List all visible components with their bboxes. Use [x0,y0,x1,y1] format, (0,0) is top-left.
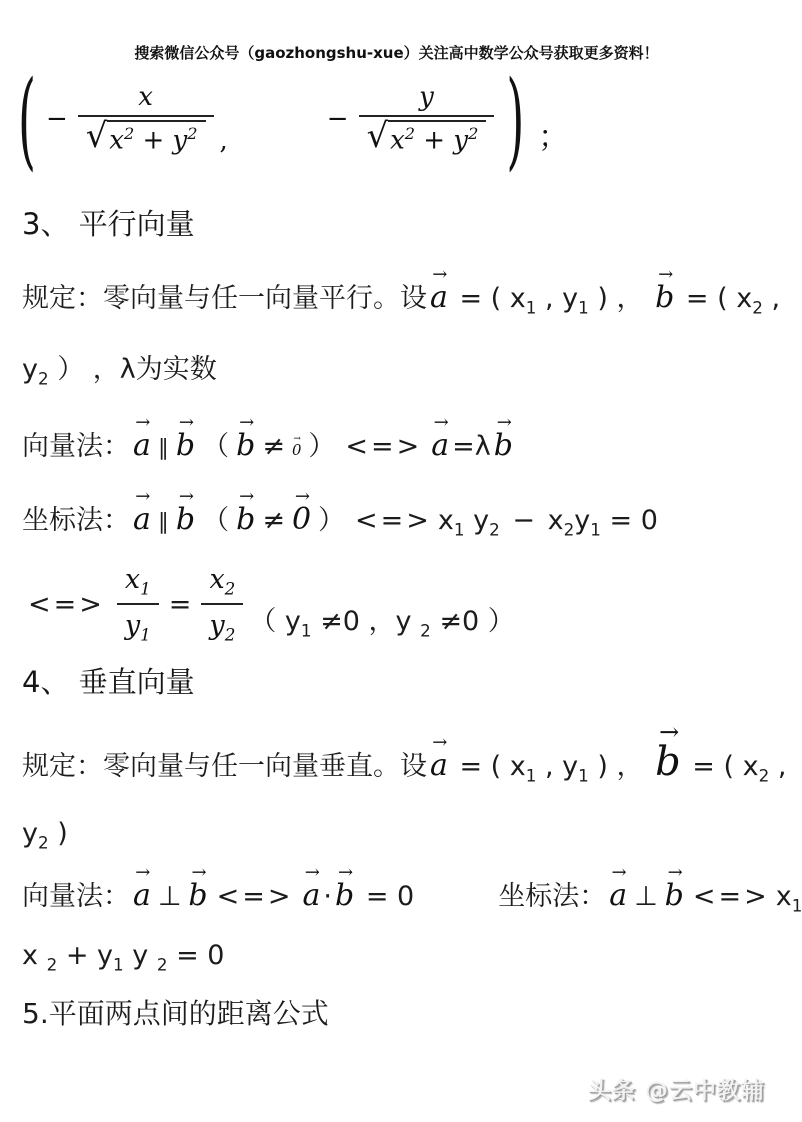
denominator [201,603,243,646]
vector-arrow-icon: → [432,731,448,753]
text: , y [536,283,579,314]
sec3-definition-line1 [22,263,781,319]
section-5-title [22,996,329,1032]
text: = ( x [677,283,753,314]
rad-x-exp: 2 [404,124,416,143]
vector-letter-b: b [188,878,208,913]
close-paren: ） [318,505,346,536]
fraction-x [78,82,214,156]
var: x [437,505,454,536]
equals-lambda: =λ [452,431,491,462]
text: y [22,354,38,385]
rad-y: y [172,125,188,156]
text: 规定：零向量与任一向量平行。设 [22,283,427,314]
watermark [588,1072,765,1105]
equals-zero: = 0 [609,505,658,536]
subscript: 2 [46,954,58,975]
vector-a [302,861,321,915]
numerator [201,562,243,603]
vector-letter-a: a [302,878,321,913]
vector-arrow-icon: → [178,485,194,507]
text: = ( x [683,751,759,782]
sec3-definition-line2 [22,352,217,390]
var: x [547,505,564,536]
sqrt-expression-2 [366,116,487,156]
close-paren: ） [308,431,336,462]
sec3-coordinate-method [22,485,658,541]
vector-arrow-icon: → [304,861,320,883]
vector-a [133,411,151,465]
vector-letter-zero: 0 [291,502,312,537]
subscript: 2 [37,368,49,389]
radicand [107,120,205,156]
vector-letter-zero: 0 [291,441,302,459]
not-equal-symbol: ≠ [262,505,285,536]
numerator-y: y [419,82,434,112]
vector-arrow-icon: → [135,861,151,883]
parallel-symbol: ∥ [157,510,169,535]
text: ，y [359,606,421,638]
sec4-definition-line2 [22,816,68,854]
vector-b [664,861,684,915]
var: y [123,940,149,971]
sec4-formula-continuation [22,938,224,976]
vector-a [133,861,151,915]
subscript: 1 [590,519,601,540]
comma: , [219,125,228,156]
vector-a [609,861,628,915]
var: x [124,564,141,595]
rad-y: y [453,125,469,156]
text: ≠0 [311,606,360,638]
vector-arrow-icon: → [658,263,674,285]
text: ） ，λ为实数 [48,354,217,385]
subscript: 2 [224,578,236,599]
vector-a [430,263,448,317]
vector-letter-a: a [430,748,448,783]
rad-y-exp: 2 [468,124,479,143]
subscript: 2 [156,954,168,975]
big-left-paren: ( [18,56,36,181]
vector-b [236,485,256,539]
text: , [769,751,787,782]
header-note-text: 搜索微信公众号（gaozhongshu-xue）关注高中数学公众号获取更多资料！ [134,44,659,62]
iff-symbol: <=> [28,588,105,620]
vector-a [133,485,151,539]
text: = ( x [450,751,526,782]
denominator-sqrt-2 [359,115,495,156]
condition-text [249,604,514,646]
section-4-title-text: 4、 垂直向量 [22,665,195,699]
vector-arrow-icon: → [178,411,194,433]
radical-icon: √ [85,116,108,155]
vector-letter-b: b [236,428,256,463]
var: y [473,505,490,536]
section-3-title-text: 3、 平行向量 [22,207,195,241]
vector-letter-b: b [655,280,675,315]
vector-letter-a: a [431,428,450,463]
text: 规定：零向量与任一向量垂直。设 [22,751,427,782]
method-label: 坐标法： [498,881,607,912]
vector-letter-b: b [175,428,196,463]
vector-letter-a: a [133,428,151,463]
rad-x: x [109,125,124,156]
vector-b [655,263,675,317]
subscript: 2 [224,624,236,645]
fraction-x2-y2 [201,562,243,646]
equals-zero: = 0 [365,881,415,912]
perpendicular-symbol: ⊥ [157,881,182,912]
text: , [762,283,781,314]
y2-term [473,505,500,540]
vector-letter-b: b [175,502,196,537]
section-5-title-text: 5.平面两点间的距离公式 [22,997,329,1030]
formula-unit-vector [12,56,569,181]
sec3-ratio-line [22,562,515,646]
vector-arrow-icon: → [338,861,354,883]
vector-arrow-icon: → [239,411,255,433]
vector-b [493,411,513,465]
vector-arrow-icon: → [433,411,449,433]
subscript: 2 [420,620,431,641]
vector-letter-b: b [236,502,256,537]
open-paren: （ [202,431,230,462]
minus-sign: − [512,505,536,536]
numerator-x: x [138,82,153,112]
sqrt-expression [85,116,206,156]
vector-arrow-icon: → [667,861,683,883]
not-equal-symbol: ≠ [262,431,285,462]
subscript: 1 [525,297,537,318]
rad-x-exp: 2 [123,124,135,143]
vector-arrow-icon: → [293,433,301,444]
vector-b [175,485,196,539]
open-paren: （ [202,505,230,536]
vector-a [431,411,450,465]
minus-sign: − [45,103,68,134]
dot-product-symbol: · [323,881,332,912]
plus-sign: + [142,125,165,156]
text: ) [48,818,68,849]
subscript: 1 [300,620,312,641]
vector-b [335,861,355,915]
fraction-x1-y1 [117,562,159,646]
vector-letter-b: b [335,878,355,913]
subscript: 2 [37,832,49,853]
subscript: 1 [578,297,589,318]
x1-term [437,505,465,540]
vector-b [175,411,196,465]
subscript: 1 [525,765,537,786]
method-label: 向量法： [22,431,130,462]
x2-term [547,505,575,540]
vector-letter-b: b [493,428,513,463]
text: = ( x [450,283,526,314]
numerator [117,562,159,603]
big-right-paren: ) [506,56,525,181]
vector-arrow-icon: → [496,411,512,433]
header-note [0,42,793,63]
vector-arrow-icon: → [294,485,310,507]
rad-x: x [390,125,405,156]
subscript: 1 [453,519,465,540]
vector-letter-a: a [609,878,628,913]
parallel-symbol: ∥ [157,436,169,461]
vector-arrow-icon: → [191,861,207,883]
iff-symbol: <=> [355,505,432,536]
perpendicular-symbol: ⊥ [634,881,658,912]
vector-arrow-icon: → [239,485,255,507]
vector-arrow-icon: → [135,485,151,507]
denominator-sqrt [78,115,214,156]
fraction-y [359,82,495,156]
y1-term [574,505,601,540]
var: x [209,564,225,595]
var: y [124,610,141,642]
sec4-methods-line [22,861,802,917]
vector-arrow-icon: → [432,263,448,285]
subscript: 1 [791,895,802,916]
formula-row [12,56,569,181]
vector-b [236,411,256,465]
watermark-text: 头条 @云中教辅 [587,1078,765,1104]
radical-icon: √ [366,116,389,155]
iff-symbol: <=> [216,881,294,912]
subscript: 2 [489,519,500,540]
iff-symbol: <=> [692,881,770,912]
vector-b-large [655,717,681,788]
vector-letter-a: a [430,280,448,315]
var: y [574,505,591,536]
vector-arrow-icon: → [135,411,151,433]
vector-b [188,861,208,915]
vector-zero [291,485,312,539]
section-4-title [22,664,195,702]
equals-sign: = [168,588,192,620]
equals-zero: = 0 [167,940,225,971]
section-3-title [22,206,195,244]
var: x [775,881,792,912]
subscript: 1 [140,624,151,645]
vector-a [430,731,448,785]
subscript: 2 [752,297,763,318]
method-label: 坐标法： [22,505,130,536]
text: y [22,818,38,849]
radicand-2 [388,120,486,156]
sec3-vector-method [22,411,516,465]
vector-arrow-icon: → [611,861,627,883]
minus-sign-2: − [326,103,349,134]
iff-symbol: <=> [345,431,423,462]
x1-term [775,881,802,916]
text: + y [57,940,114,971]
subscript: 2 [563,519,575,540]
vector-zero [291,433,302,460]
subscript: 1 [578,765,589,786]
method-label: 向量法： [22,881,130,912]
text: ) ， [588,751,653,782]
vector-letter-b: b [655,739,681,785]
text: ) ， [588,283,653,314]
rad-y-exp: 2 [187,124,198,143]
semicolon: ； [538,119,569,155]
text: , y [536,751,579,782]
plus-sign: + [423,125,446,156]
denominator [117,603,159,646]
subscript: 1 [140,578,151,599]
vector-arrow-icon: → [659,717,680,746]
vector-letter-b: b [664,878,684,913]
text: （ y [249,606,301,638]
vector-letter-a: a [133,502,151,537]
sec4-definition-line1 [22,717,787,788]
subscript: 2 [758,765,770,786]
var: x [22,940,38,971]
var: y [209,610,225,642]
vector-letter-a: a [133,878,151,913]
text: ≠0 ） [430,606,515,638]
subscript: 1 [113,954,124,975]
